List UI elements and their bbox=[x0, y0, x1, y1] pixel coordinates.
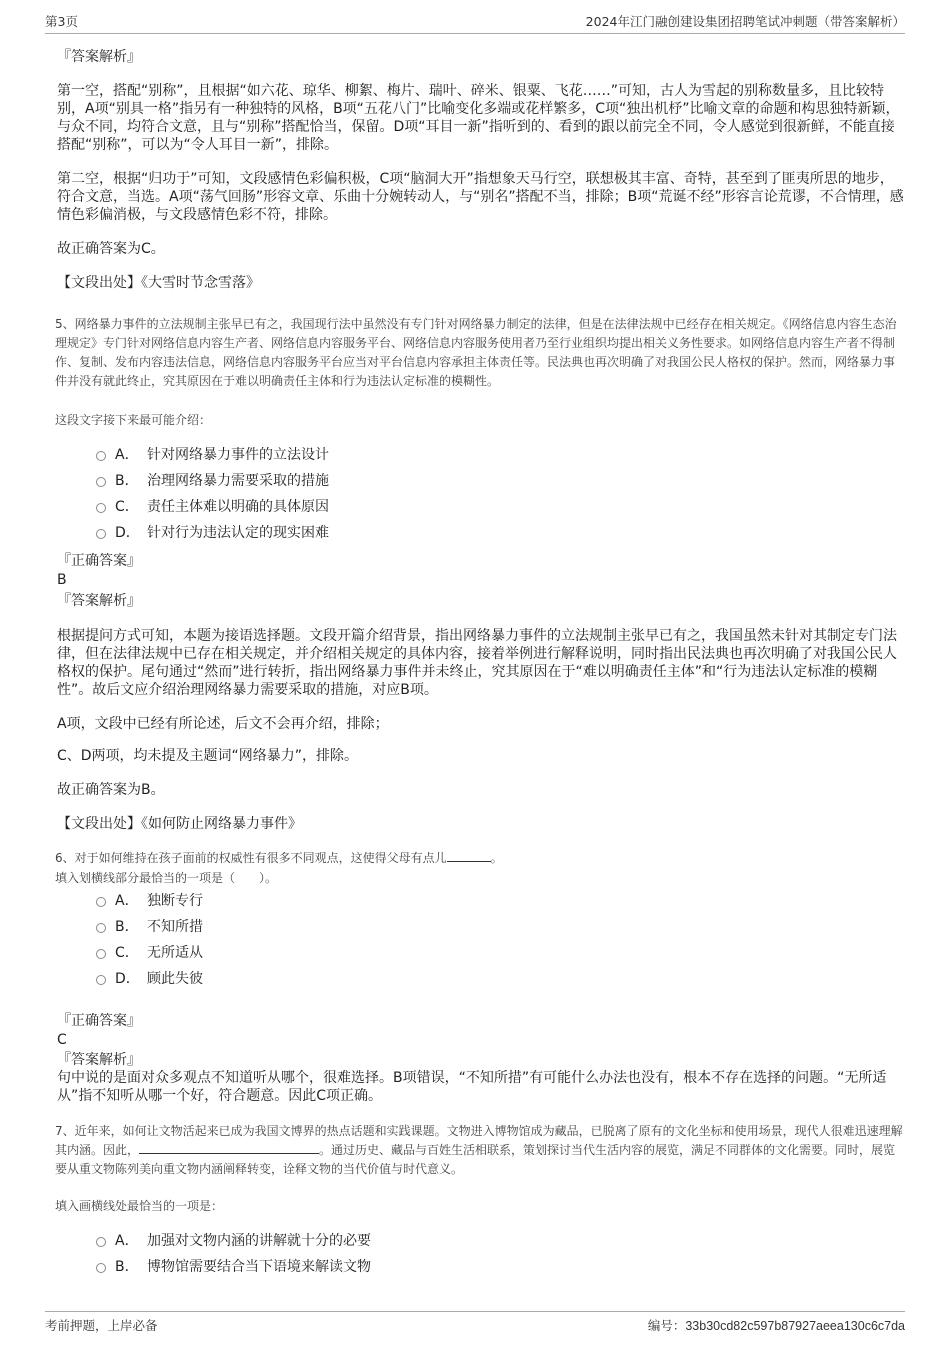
q5-analysis-para1: 根据提问方式可知，本题为接语选择题。文段开篇介绍背景，指出网络暴力事件的立法规制主张早已有之，我国虽然未针对其制定专门法律，但在法律法规中已存在相关规定，并介绍相关规定的具体内容，接着举例进行解释说明，同时指出民法典也再次明确了对我国公民人格权的保护。尾句通过“然而”进行转折，指出网络暴力事件并未终止，究其原因在于“难以明确责任主体”和“行为违法认定标准的模糊性”。故后文应介绍治理网络暴力需要采取的措施，对应B项。 bbox=[57, 628, 897, 698]
q4-analysis-label: 『答案解析』 bbox=[57, 49, 141, 65]
footer-slogan: 考前押题，上岸必备 bbox=[45, 1318, 158, 1333]
q6-analysis: 句中说的是面对众多观点不知道听从哪个，很难选择。B项错误，“不知所措”有可能什么办法也没有，根本不存在选择的问题。“无所适从”指不知听从哪一个好，符合题意。因此C项正确。 bbox=[57, 1070, 887, 1104]
q7-stem: 7、近年来，如何让文物活起来已成为我国文博界的热点话题和实践课题。文物进入博物馆成为藏品，已脱离了原有的文化坐标和使用场景，现代人很难迅速理解其内涵。因此， 。通过历史、藏品与百姓生活相联系，策划探讨当代生活内容的展览，满足不同群体的文化需要。同时，展览要从重文物陈列美向重文物内涵阐释转变，诠释文物的当代价值与时代意义。 bbox=[55, 1124, 903, 1176]
q6-stem: 6、对于如何维持在孩子面前的权威性有很多不同观点，这使得父母有点儿 。 bbox=[55, 851, 503, 865]
q5-option-c[interactable]: C． 责任主体难以明确的具体原因 bbox=[96, 496, 329, 516]
q6-option-d[interactable]: D． 顾此失彼 bbox=[96, 968, 203, 988]
page-number: 第3页 bbox=[45, 14, 78, 29]
page-header bbox=[45, 12, 905, 34]
document-title: 2024年江门融创建设集团招聘笔试冲刺题（带答案解析） bbox=[585, 14, 905, 29]
q5-option-d[interactable]: D． 针对行为违法认定的现实困难 bbox=[96, 522, 329, 542]
q6-option-c[interactable]: C． 无所适从 bbox=[96, 942, 203, 962]
q4-conclusion: 故正确答案为C。 bbox=[57, 241, 165, 257]
radio-icon[interactable] bbox=[96, 975, 106, 985]
q5-prompt: 这段文字接下来最可能介绍： bbox=[55, 413, 212, 427]
q5-analysis-para2: A项，文段中已经有所论述，后文不会再介绍，排除； bbox=[57, 716, 389, 732]
document-code: 编号：33b30cd82c597b87927aeea130c6c7da bbox=[647, 1318, 905, 1333]
q5-answer: B bbox=[57, 572, 67, 588]
q7-prompt: 填入画横线处最恰当的一项是： bbox=[55, 1199, 224, 1213]
page-footer bbox=[45, 1311, 905, 1334]
q6-answer: C bbox=[57, 1032, 67, 1048]
q4-source: 【文段出处】《大雪时节念雪落》 bbox=[57, 275, 260, 291]
fill-blank bbox=[139, 1153, 319, 1154]
q7-option-b[interactable]: B． 博物馆需要结合当下语境来解读文物 bbox=[96, 1256, 371, 1276]
q5-source: 【文段出处】《如何防止网络暴力事件》 bbox=[57, 816, 302, 832]
radio-icon[interactable] bbox=[96, 949, 106, 959]
q5-answer-label: 『正确答案』 bbox=[57, 553, 141, 569]
q5-analysis-para3: C、D两项，均未提及主题词“网络暴力”，排除。 bbox=[57, 748, 359, 764]
q5-option-a[interactable]: A． 针对网络暴力事件的立法设计 bbox=[96, 444, 329, 464]
q5-analysis-label: 『答案解析』 bbox=[57, 593, 141, 609]
q4-analysis-para1: 第一空，搭配“别称”，且根据“如六花、琼华、柳絮、梅片、瑞叶、碎米、银粟、飞花……”可知，古人为雪起的别称数量多，且比较特别，A项“别具一格”指另有一种独特的风格，B项“五花八门”比喻变化多端或花样繁多，C项“独出机杼”比喻文章的命题和构思独特新颖，与众不同，均符合文意，且与“别称”搭配恰当，保留。D项“耳目一新”指听到的、看到的跟以前完全不同，令人感觉到很新鲜，不能直接搭配“别称”，可以为“令人耳目一新”，排除。 bbox=[57, 83, 900, 153]
q7-option-a[interactable]: A． 加强对文物内涵的讲解就十分的必要 bbox=[96, 1230, 371, 1250]
q6-analysis-label: 『答案解析』 bbox=[57, 1052, 141, 1068]
radio-icon[interactable] bbox=[96, 897, 106, 907]
radio-icon[interactable] bbox=[96, 503, 106, 513]
radio-icon[interactable] bbox=[96, 1263, 106, 1273]
q5-option-b[interactable]: B． 治理网络暴力需要采取的措施 bbox=[96, 470, 329, 490]
radio-icon[interactable] bbox=[96, 451, 106, 461]
fill-blank bbox=[447, 861, 491, 862]
q6-prompt: 填入划横线部分最恰当的一项是（ ）。 bbox=[55, 871, 278, 885]
q4-analysis-para2: 第二空，根据“归功于”可知，文段感情色彩偏积极，C项“脑洞大开”指想象天马行空，联想极其丰富、奇特，甚至到了匪夷所思的地步，符合文意，当选。A项“荡气回肠”形容文章、乐曲十分婉转动人，与“别名”搭配不当，排除；B项“荒诞不经”形容言论荒谬，不合情理，感情色彩偏消极，与文段感情色彩不符，排除。 bbox=[57, 171, 904, 223]
radio-icon[interactable] bbox=[96, 923, 106, 933]
radio-icon[interactable] bbox=[96, 1237, 106, 1247]
q5-stem: 5、网络暴力事件的立法规制主张早已有之，我国现行法中虽然没有专门针对网络暴力制定的法律，但是在法律法规中已经存在相关规定。《网络信息内容生态治理规定》专门针对网络信息内容生产者、网络信息内容服务平台、网络信息内容服务使用者乃至行业组织均提出相关义务性要求。如网络信息内容生产者不得制作、复制、发布内容违法信息，网络信息内容服务平台应当对平台信息内容承担主体责任等。民法典也再次明确了对我国公民人格权的保护。然而，网络暴力事件并没有就此终止，究其原因在于难以明确责任主体和行为违法认定标准的模糊性。 bbox=[55, 317, 897, 388]
q6-answer-label: 『正确答案』 bbox=[57, 1013, 141, 1029]
q6-option-b[interactable]: B． 不知所措 bbox=[96, 916, 203, 936]
radio-icon[interactable] bbox=[96, 529, 106, 539]
radio-icon[interactable] bbox=[96, 477, 106, 487]
q6-option-a[interactable]: A． 独断专行 bbox=[96, 890, 203, 910]
q5-conclusion: 故正确答案为B。 bbox=[57, 782, 165, 798]
